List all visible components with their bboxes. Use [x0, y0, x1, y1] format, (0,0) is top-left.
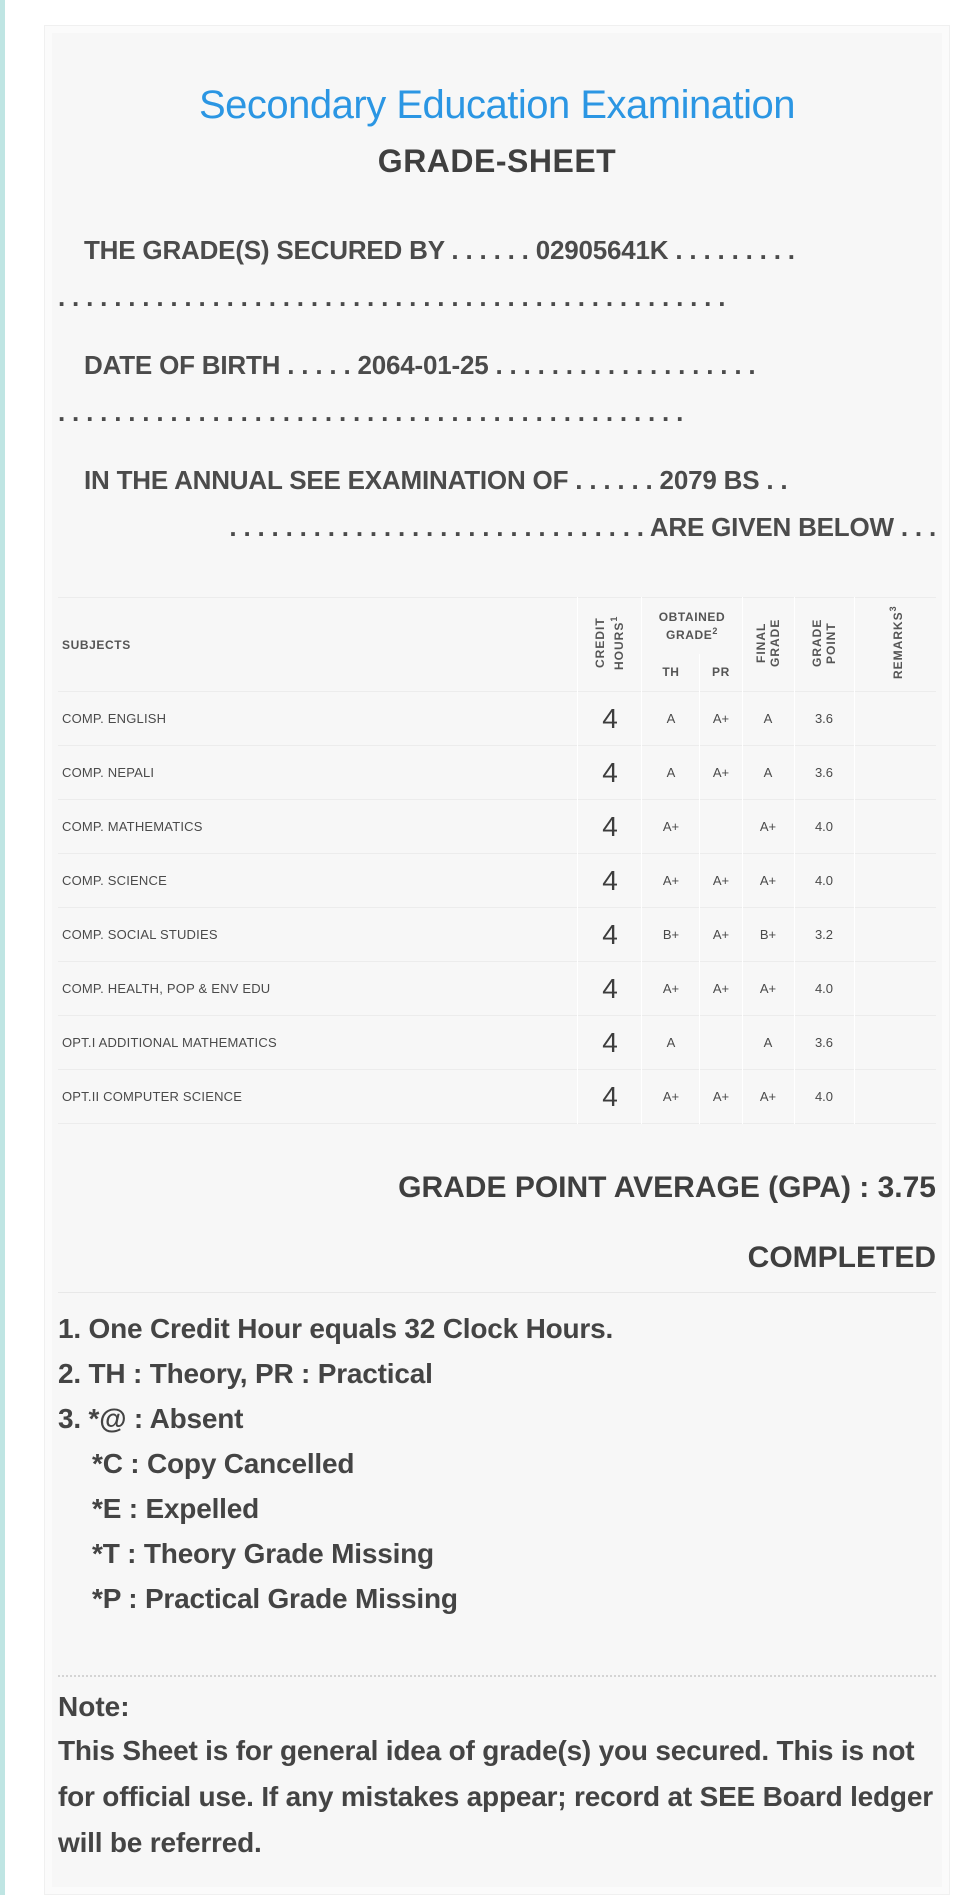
table-row — [58, 800, 936, 854]
final-grade-cell: A+ — [742, 1070, 794, 1124]
remarks-cell — [854, 962, 936, 1016]
date-of-birth-line1: DATE OF BIRTH . . . . . 2064-01-25 . . . . . . . . . . . . . . . . . . . — [84, 350, 756, 380]
table-row — [58, 1070, 936, 1124]
footnote-expelled: *E : Expelled — [92, 1493, 260, 1524]
pr-grade-cell: A+ — [700, 746, 742, 800]
th-subheader: TH — [642, 654, 700, 692]
th-grade-cell: A — [642, 692, 700, 746]
credit-cell: 4 — [578, 746, 642, 800]
subject-cell: OPT.II COMPUTER SCIENCE — [58, 1070, 578, 1124]
footnote-copy-cancelled: *C : Copy Cancelled — [92, 1448, 355, 1479]
remarks-header: REMARKS$^3$ — [854, 598, 936, 692]
grades-table — [58, 597, 936, 1124]
secured-by-line1: THE GRADE(S) SECURED BY . . . . . . 02905641K . . . . . . . . . — [84, 235, 795, 265]
exam-year-line1: IN THE ANNUAL SEE EXAMINATION OF . . . . . . 2079 BS . . — [84, 465, 788, 495]
credit-cell: 4 — [578, 1016, 642, 1070]
subject-cell: COMP. ENGLISH — [58, 692, 578, 746]
footnote-absent: 3. *@ : Absent — [58, 1403, 244, 1434]
grade-point-cell: 3.6 — [794, 1016, 854, 1070]
grade-point-cell: 3.6 — [794, 692, 854, 746]
pr-grade-cell: A+ — [700, 908, 742, 962]
table-row — [58, 854, 936, 908]
grade-point-cell: 4.0 — [794, 962, 854, 1016]
th-grade-cell: A+ — [642, 962, 700, 1016]
subject-cell: COMP. NEPALI — [58, 746, 578, 800]
remarks-cell — [854, 800, 936, 854]
note-body: This Sheet is for general idea of grade(s) you secured. This is not for official use. If any mistakes appear; record at SEE Board ledger will be referred. — [58, 1735, 933, 1858]
subject-cell: COMP. MATHEMATICS — [58, 800, 578, 854]
exam-year-line2: . . . . . . . . . . . . . . . . . . . . . . . . . . . . . . ARE GIVEN BELOW . . . — [229, 512, 936, 542]
th-grade-cell: A — [642, 746, 700, 800]
final-grade-cell: A — [742, 692, 794, 746]
pr-grade-cell — [700, 1016, 742, 1070]
credit-cell: 4 — [578, 962, 642, 1016]
table-row — [58, 692, 936, 746]
gpa-summary: GRADE POINT AVERAGE (GPA) : 3.75 — [398, 1171, 936, 1204]
page-subtitle: GRADE-SHEET — [377, 143, 617, 179]
remarks-cell — [854, 908, 936, 962]
note-heading: Note: — [58, 1691, 130, 1722]
remarks-cell — [854, 1016, 936, 1070]
credit-cell: 4 — [578, 1070, 642, 1124]
footnote-credit-hours: 1. One Credit Hour equals 32 Clock Hours. — [58, 1313, 614, 1344]
credit-cell: 4 — [578, 800, 642, 854]
summary-divider — [58, 1292, 936, 1293]
pr-grade-cell: A+ — [700, 962, 742, 1016]
th-grade-cell: B+ — [642, 908, 700, 962]
grade-point-header: GRADE POINT — [794, 598, 854, 692]
secured-by-block — [58, 227, 936, 321]
final-grade-cell: B+ — [742, 908, 794, 962]
grades-table-header — [58, 598, 936, 692]
date-of-birth-block — [58, 342, 936, 436]
grade-point-cell: 3.2 — [794, 908, 854, 962]
pr-grade-cell — [700, 800, 742, 854]
grade-point-cell: 4.0 — [794, 800, 854, 854]
grade-point-cell: 4.0 — [794, 854, 854, 908]
remarks-cell — [854, 1070, 936, 1124]
note-divider — [58, 1675, 936, 1677]
table-row — [58, 908, 936, 962]
secured-by-line2: . . . . . . . . . . . . . . . . . . . . . . . . . . . . . . . . . . . . . . . . . . . . . . . . — [58, 282, 726, 312]
final-grade-cell: A — [742, 746, 794, 800]
subjects-header: SUBJECTS — [62, 637, 131, 652]
pr-subheader: PR — [700, 654, 742, 692]
credit-cell: 4 — [578, 854, 642, 908]
final-grade-cell: A — [742, 1016, 794, 1070]
final-grade-cell: A+ — [742, 854, 794, 908]
table-row — [58, 962, 936, 1016]
credit-hours-header: CREDIT HOURS$^1$ — [578, 598, 642, 692]
pr-grade-cell: A+ — [700, 854, 742, 908]
pr-grade-cell: A+ — [700, 1070, 742, 1124]
footnote-th-pr: 2. TH : Theory, PR : Practical — [58, 1358, 433, 1389]
completion-status: COMPLETED — [747, 1241, 936, 1274]
final-grade-header: FINAL GRADE — [742, 598, 794, 692]
remarks-cell — [854, 854, 936, 908]
page-title: Secondary Education Examination — [199, 83, 795, 127]
th-grade-cell: A — [642, 1016, 700, 1070]
th-grade-cell: A+ — [642, 800, 700, 854]
subject-cell: COMP. SOCIAL STUDIES — [58, 908, 578, 962]
subject-cell: COMP. HEALTH, POP & ENV EDU — [58, 962, 578, 1016]
table-row — [58, 1016, 936, 1070]
credit-cell: 4 — [578, 692, 642, 746]
th-grade-cell: A+ — [642, 1070, 700, 1124]
grade-point-cell: 4.0 — [794, 1070, 854, 1124]
footnotes-section — [58, 1306, 936, 1621]
footnote-practical-missing: *P : Practical Grade Missing — [92, 1583, 458, 1614]
obtained-grade-header: OBTAINED GRADE$^2$ — [642, 598, 742, 654]
pr-grade-cell: A+ — [700, 692, 742, 746]
final-grade-cell: A+ — [742, 800, 794, 854]
subject-cell: OPT.I ADDITIONAL MATHEMATICS — [58, 1016, 578, 1070]
footnote-theory-missing: *T : Theory Grade Missing — [92, 1538, 434, 1569]
credit-cell: 4 — [578, 908, 642, 962]
table-row — [58, 746, 936, 800]
date-of-birth-line2: . . . . . . . . . . . . . . . . . . . . . . . . . . . . . . . . . . . . . . . . . . . . . — [58, 397, 684, 427]
grade-sheet-card — [44, 25, 950, 1895]
grade-point-cell: 3.6 — [794, 746, 854, 800]
remarks-cell — [854, 746, 936, 800]
final-grade-cell: A+ — [742, 962, 794, 1016]
left-edge-stripe — [0, 0, 5, 1895]
subject-cell: COMP. SCIENCE — [58, 854, 578, 908]
intro-section — [58, 227, 936, 551]
exam-year-block — [58, 457, 936, 551]
remarks-cell — [854, 692, 936, 746]
th-grade-cell: A+ — [642, 854, 700, 908]
